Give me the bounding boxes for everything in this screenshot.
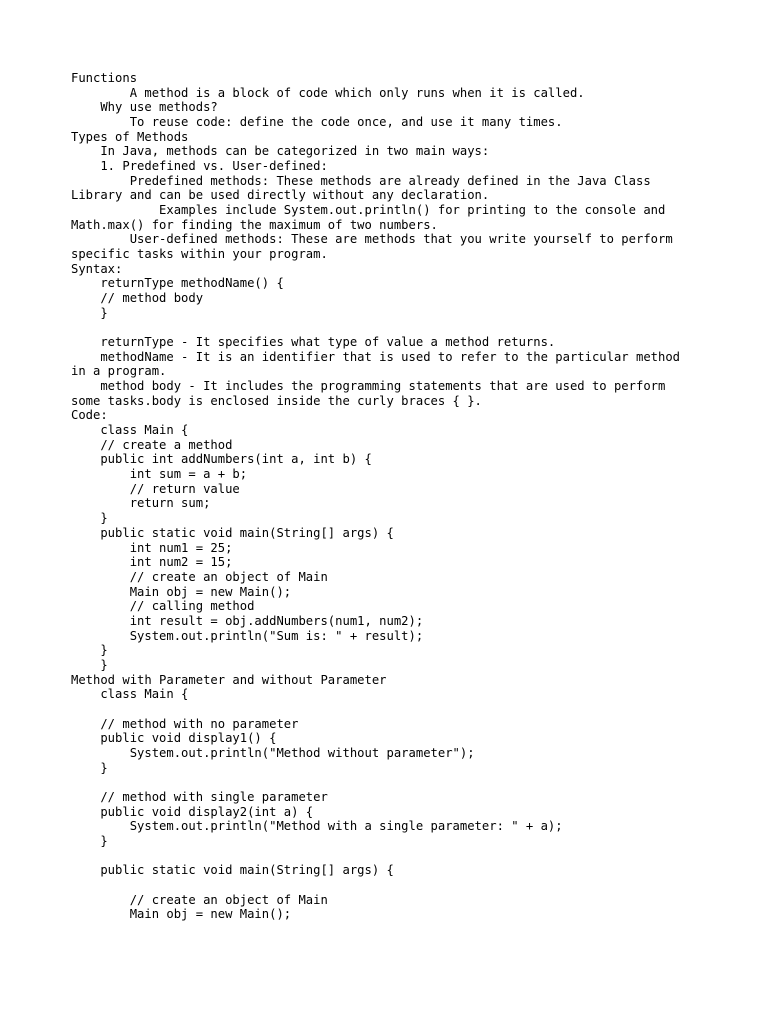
- document-line: class Main {: [71, 423, 189, 438]
- document-line: Math.max() for finding the maximum of two numbers.: [71, 217, 438, 232]
- document-line: A method is a block of code which only runs when it is called.: [71, 85, 585, 100]
- document-line: Functions: [71, 71, 138, 85]
- document-line: public void display1() {: [71, 731, 277, 746]
- document-line: [71, 320, 711, 335]
- document-line: In Java, methods can be categorized in two main ways:: [71, 144, 490, 159]
- document-line: System.out.println("Sum is: " + result);: [71, 628, 424, 643]
- document-line: // create an object of Main: [71, 569, 328, 584]
- document-line: }: [71, 760, 108, 775]
- document-line: // return value: [71, 481, 240, 496]
- document-line: // method body: [71, 291, 204, 306]
- document-line: public static void main(String[] args) {: [71, 525, 394, 540]
- document-line: System.out.println("Method with a single parameter: " + a);: [71, 819, 563, 834]
- document-line: returnType methodName() {: [71, 276, 284, 291]
- document-line: Code:: [71, 408, 108, 423]
- document-line: }: [71, 305, 108, 320]
- document-line: Main obj = new Main();: [71, 584, 292, 599]
- document-line: To reuse code: define the code once, and use it many times.: [71, 115, 563, 130]
- document-line: Library and can be used directly without any declaration.: [71, 188, 490, 203]
- document-line: Types of Methods: [71, 129, 189, 144]
- document-line: public int addNumbers(int a, int b) {: [71, 452, 372, 467]
- document-line: some tasks.body is enclosed inside the curly braces { }.: [71, 393, 482, 408]
- document-line: returnType - It specifies what type of value a method returns.: [71, 335, 556, 350]
- document-line: }: [71, 657, 108, 672]
- document-line: return sum;: [71, 496, 211, 511]
- document-line: User-defined methods: These are methods that you write yourself to perform: [71, 232, 673, 247]
- document-line: Main obj = new Main();: [71, 907, 292, 922]
- document-line: int num1 = 25;: [71, 540, 233, 555]
- document-line: [71, 878, 711, 893]
- document-line: // method with no parameter: [71, 716, 299, 731]
- document-line: [71, 849, 711, 864]
- document-line: specific tasks within your program.: [71, 247, 328, 262]
- document-line: [71, 702, 711, 717]
- document-line: public void display2(int a) {: [71, 804, 314, 819]
- document-line: Syntax:: [71, 261, 123, 276]
- document-line: // create a method: [71, 437, 233, 452]
- document-line: System.out.println("Method without parameter");: [71, 745, 475, 760]
- document-line: }: [71, 833, 108, 848]
- document-line: Method with Parameter and without Parameter: [71, 672, 387, 687]
- document-line: // create an object of Main: [71, 892, 328, 907]
- document-line: methodName - It is an identifier that is used to refer to the particular method: [71, 349, 681, 364]
- document-line: }: [71, 643, 108, 658]
- document-line: int result = obj.addNumbers(num1, num2);: [71, 613, 424, 628]
- document-line: [71, 775, 711, 790]
- document-line: }: [71, 511, 108, 526]
- document-text: [71, 71, 711, 922]
- document-line: class Main {: [71, 687, 189, 702]
- document-line: // method with single parameter: [71, 789, 328, 804]
- document-line: // calling method: [71, 599, 255, 614]
- document-line: Examples include System.out.println() for printing to the console and: [71, 203, 666, 218]
- document-line: public static void main(String[] args) {: [71, 863, 394, 878]
- document-line: 1. Predefined vs. User-defined:: [71, 159, 328, 174]
- document-line: Why use methods?: [71, 100, 218, 115]
- document-line: method body - It includes the programming statements that are used to perform: [71, 379, 666, 394]
- document-line: Predefined methods: These methods are already defined in the Java Class: [71, 173, 651, 188]
- document-line: int sum = a + b;: [71, 467, 248, 482]
- document-line: int num2 = 15;: [71, 555, 233, 570]
- document-line: in a program.: [71, 364, 167, 379]
